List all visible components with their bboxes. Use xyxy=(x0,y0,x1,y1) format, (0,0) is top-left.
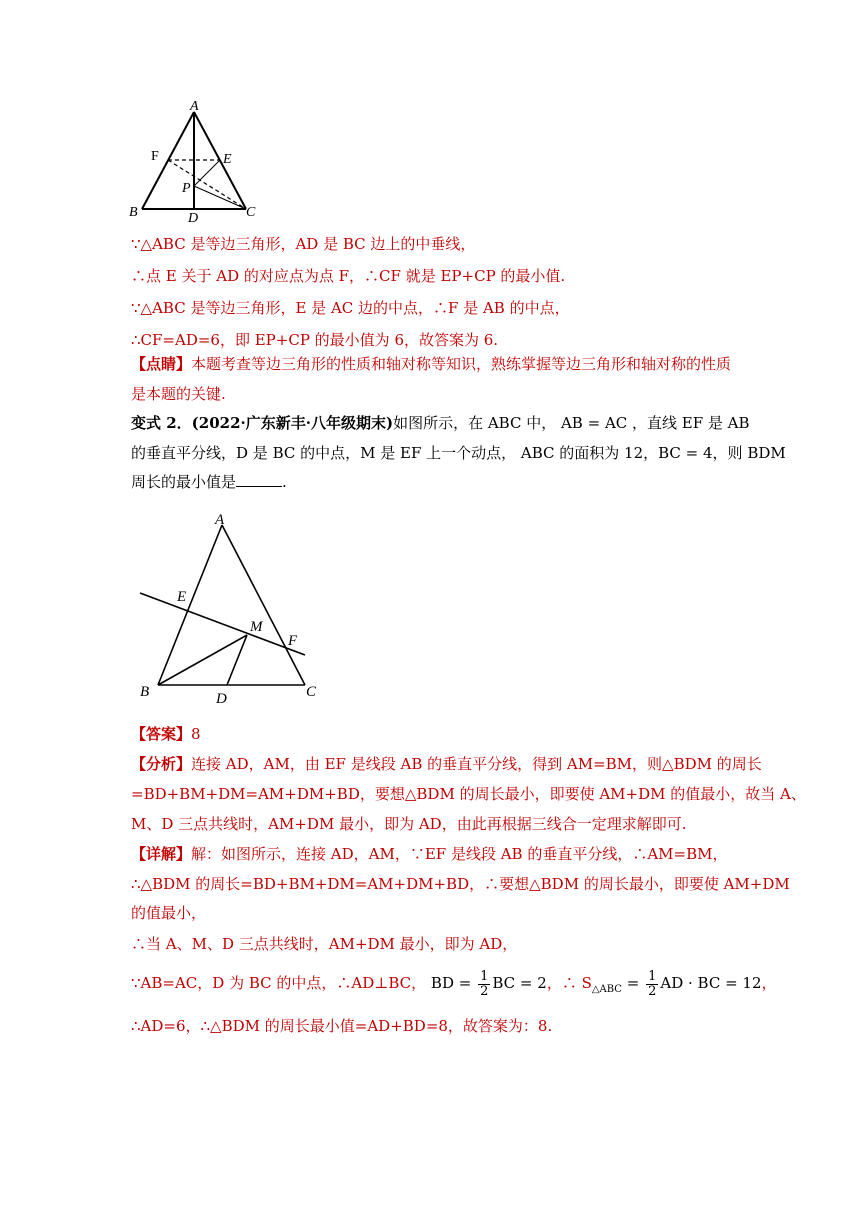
fraction-num: 1 xyxy=(480,968,489,984)
line-ef xyxy=(140,593,305,655)
label-c: C xyxy=(246,205,256,220)
problem2-text1: 如图所示，在 ABC 中， AB = AC ，直线 EF 是 AB xyxy=(393,414,750,432)
label-b: B xyxy=(140,684,150,700)
problem2-label: 变式 2．(2022·广东新丰·八年级期末) xyxy=(131,414,394,432)
detail-tag: 【详解】 xyxy=(131,845,192,863)
analysis-line1 xyxy=(131,754,762,774)
fraction-half-2 xyxy=(646,970,658,999)
detail-text5g: ， xyxy=(761,974,777,992)
segment-bm xyxy=(158,635,247,685)
detail-line3: 的值最小， xyxy=(131,904,207,922)
comment-line1 xyxy=(131,354,731,374)
fraction-den: 2 xyxy=(480,983,489,999)
problem2-line1 xyxy=(131,413,750,433)
detail-bc-eq: BC = 2 xyxy=(492,974,547,992)
label-f: F xyxy=(288,633,298,649)
analysis-text1: 连接 AD，AM，由 EF 是线段 AB 的垂直平分线，得到 AM=BM，则△BDM 的周长 xyxy=(191,755,762,773)
segment-pc xyxy=(194,186,246,209)
label-d: D xyxy=(188,211,199,225)
detail-line4: ∴当 A、M、D 三点共线时，AM+DM 最小，即为 AD， xyxy=(131,935,518,953)
problem2-line2: 的垂直平分线，D 是 BC 的中点，M 是 EF 上一个动点， ABC 的面积为 12，BC = 4，则 BDM xyxy=(131,444,786,462)
answer-tag: 【答案】 xyxy=(131,725,192,743)
detail-text5d: ，∴ S xyxy=(546,974,592,992)
answer-blank xyxy=(236,472,282,487)
area-subscript: △ABC xyxy=(591,984,622,995)
figure-equilateral-triangle xyxy=(125,100,265,225)
solution1-line2: ∴点 E 关于 AD 的对应点为点 F，∴CF 就是 EP+CP 的最小值. xyxy=(131,267,566,285)
label-m: M xyxy=(250,619,263,635)
label-b: B xyxy=(129,205,138,220)
label-f: F xyxy=(151,149,159,164)
label-a: A xyxy=(190,100,199,114)
segment-dm xyxy=(227,635,247,685)
comment-line2: 是本题的关键. xyxy=(131,385,226,403)
analysis-tag: 【分析】 xyxy=(131,755,192,773)
comment-text: 本题考查等边三角形的性质和轴对称等知识，熟练掌握等边三角形和轴对称的性质 xyxy=(191,355,732,373)
detail-area-eq: = xyxy=(621,974,640,992)
fraction-den-2: 2 xyxy=(648,983,657,999)
label-e: E xyxy=(177,589,187,605)
answer-value: 8 xyxy=(191,725,201,743)
label-d: D xyxy=(216,691,227,705)
problem2-period: . xyxy=(282,473,287,491)
detail-line1 xyxy=(131,844,728,864)
detail-line5 xyxy=(131,966,777,1007)
detail-text5a: ∵AB=AC，D 为 BC 的中点，∴AD⊥BC， xyxy=(131,974,427,992)
label-a: A xyxy=(215,512,225,528)
detail-text1: 解：如图所示，连接 AD，AM，∵EF 是线段 AB 的垂直平分线，∴AM=BM， xyxy=(191,845,728,863)
fraction-num-2: 1 xyxy=(648,968,657,984)
analysis-line3: M、D 三点共线时，AM+DM 最小，即为 AD，由此再根据三线合一定理求解即可. xyxy=(131,815,687,833)
solution1-line4: ∴CF=AD=6，即 EP+CP 的最小值为 6，故答案为 6. xyxy=(131,331,499,349)
answer-line xyxy=(131,724,201,744)
solution1-line3: ∵△ABC 是等边三角形，E 是 AC 边的中点，∴F 是 AB 的中点， xyxy=(131,299,570,317)
segment-fc xyxy=(168,160,246,209)
segment-ep xyxy=(194,160,220,186)
problem2-text3: 周长的最小值是 xyxy=(131,473,237,491)
detail-area-value: AD · BC = 12 xyxy=(660,974,762,992)
analysis-line2: =BD+BM+DM=AM+DM+BD，要想△BDM 的周长最小，即要使 AM+DM 的值最小，故当 A、 xyxy=(131,785,806,803)
side-ab xyxy=(158,525,222,685)
side-ac xyxy=(222,525,305,685)
fraction-half-1 xyxy=(478,970,490,999)
solution1-line1: ∵△ABC 是等边三角形，AD 是 BC 边上的中垂线， xyxy=(131,235,476,253)
problem2-line3 xyxy=(131,472,287,492)
figure-isosceles-triangle xyxy=(130,505,330,705)
detail-line6: ∴AD=6，∴△BDM 的周长最小值=AD+BD=8，故答案为：8. xyxy=(131,1017,553,1035)
detail-bd-eq: BD = xyxy=(430,974,472,992)
label-e: E xyxy=(223,152,232,167)
label-p: P xyxy=(182,181,191,196)
comment-tag: 【点睛】 xyxy=(131,355,192,373)
detail-line2: ∴△BDM 的周长=BD+BM+DM=AM+DM+BD，∴要想△BDM 的周长最小，即要使 AM+DM xyxy=(131,875,790,893)
label-c: C xyxy=(306,684,317,700)
